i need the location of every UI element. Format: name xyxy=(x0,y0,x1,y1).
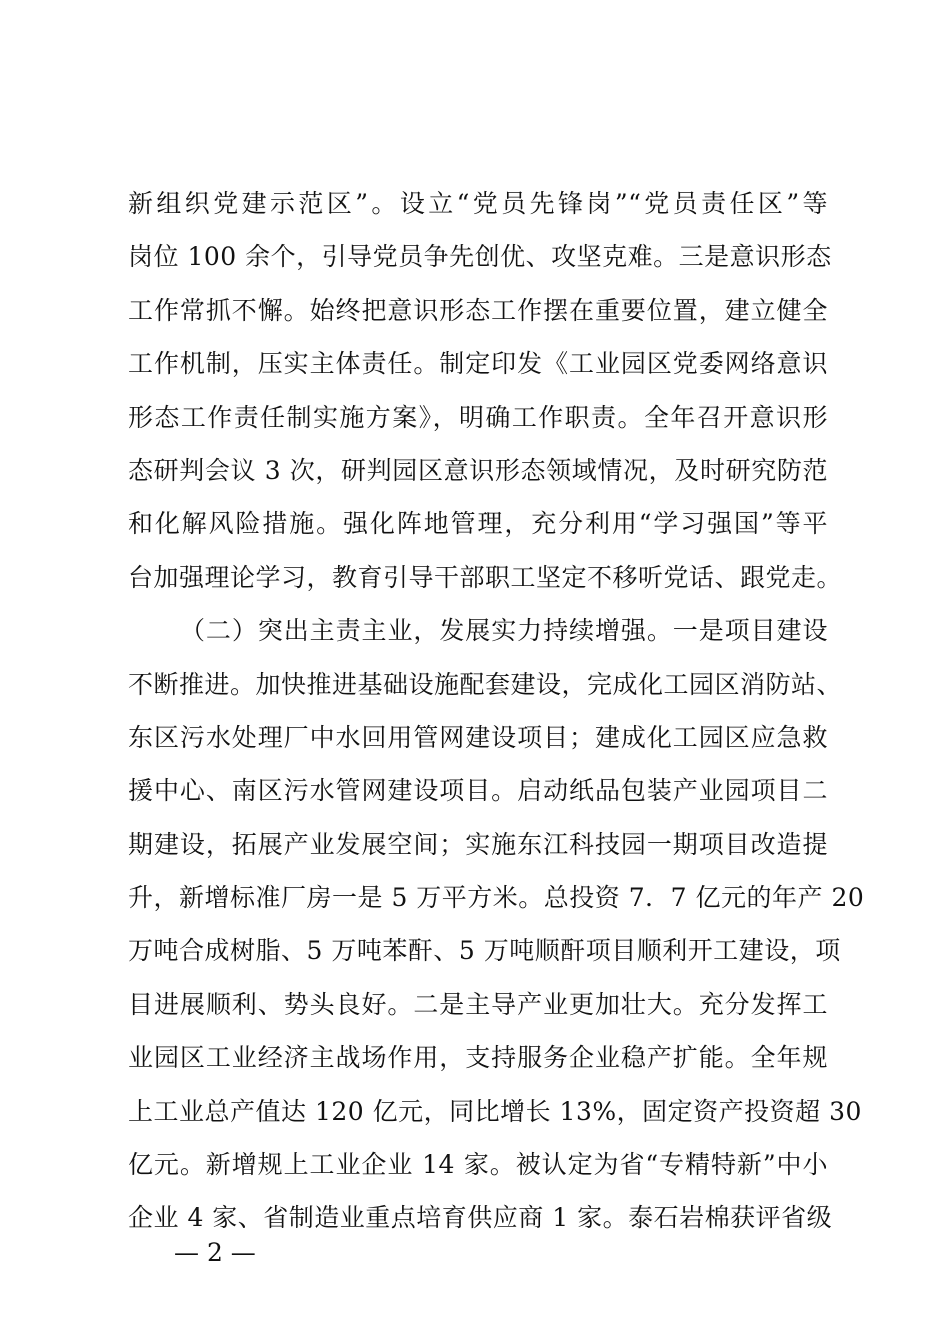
text-line: 企业 4 家、省制造业重点培育供应商 1 家。泰石岩棉获评省级 xyxy=(128,1203,833,1233)
text-line: 东区污水处理厂中水回用管网建设项目；建成化工园区应急救 xyxy=(128,722,828,752)
text-line: 新组织党建示范区”。设立“党员先锋岗”“党员责任区”等 xyxy=(128,189,828,218)
text-line: 亿元。新增规上工业企业 14 家。被认定为省“专精特新”中小 xyxy=(128,1150,828,1180)
text-line: 和化解风险措施。强化阵地管理，充分利用“学习强国”等平 xyxy=(128,509,828,539)
text-line: 升，新增标准厂房一是 5 万平方米。总投资 7．7 亿元的年产 20 xyxy=(128,883,865,913)
section-heading-line: （二）突出主责主业，发展实力持续增强。一是项目建设 xyxy=(180,616,828,646)
text-line: 目进展顺利、势头良好。二是主导产业更加壮大。充分发挥工 xyxy=(128,989,828,1019)
text-line: 工作机制，压实主体责任。制定印发《工业园区党委网络意识 xyxy=(128,349,828,379)
text-line: 期建设，拓展产业发展空间；实施东江科技园一期项目改造提 xyxy=(128,829,828,859)
page-number: — 2 — xyxy=(174,1238,256,1267)
text-line: 态研判会议 3 次，研判园区意识形态领域情况，及时研究防范 xyxy=(128,455,828,485)
text-line: 援中心、南区污水管网建设项目。启动纸品包装产业园项目二 xyxy=(128,776,828,806)
text-line: 工作常抓不懈。始终把意识形态工作摆在重要位置，建立健全 xyxy=(128,295,828,325)
text-line: 业园区工业经济主战场作用，支持服务企业稳产扩能。全年规 xyxy=(128,1043,828,1073)
text-line: 形态工作责任制实施方案》，明确工作职责。全年召开意识形 xyxy=(128,402,828,432)
body-text xyxy=(128,177,865,1245)
text-line: 台加强理论学习，教育引导干部职工坚定不移听党话、跟党走。 xyxy=(128,562,843,592)
text-line: 不断推进。加快推进基础设施配套建设，完成化工园区消防站、 xyxy=(128,669,843,699)
text-line: 上工业总产值达 120 亿元，同比增长 13%，固定资产投资超 30 xyxy=(128,1096,862,1126)
text-line: 万吨合成树脂、5 万吨苯酐、5 万吨顺酐项目顺利开工建设，项 xyxy=(128,936,841,966)
text-line: 岗位 100 余个，引导党员争先创优、攻坚克难。三是意识形态 xyxy=(128,242,832,272)
